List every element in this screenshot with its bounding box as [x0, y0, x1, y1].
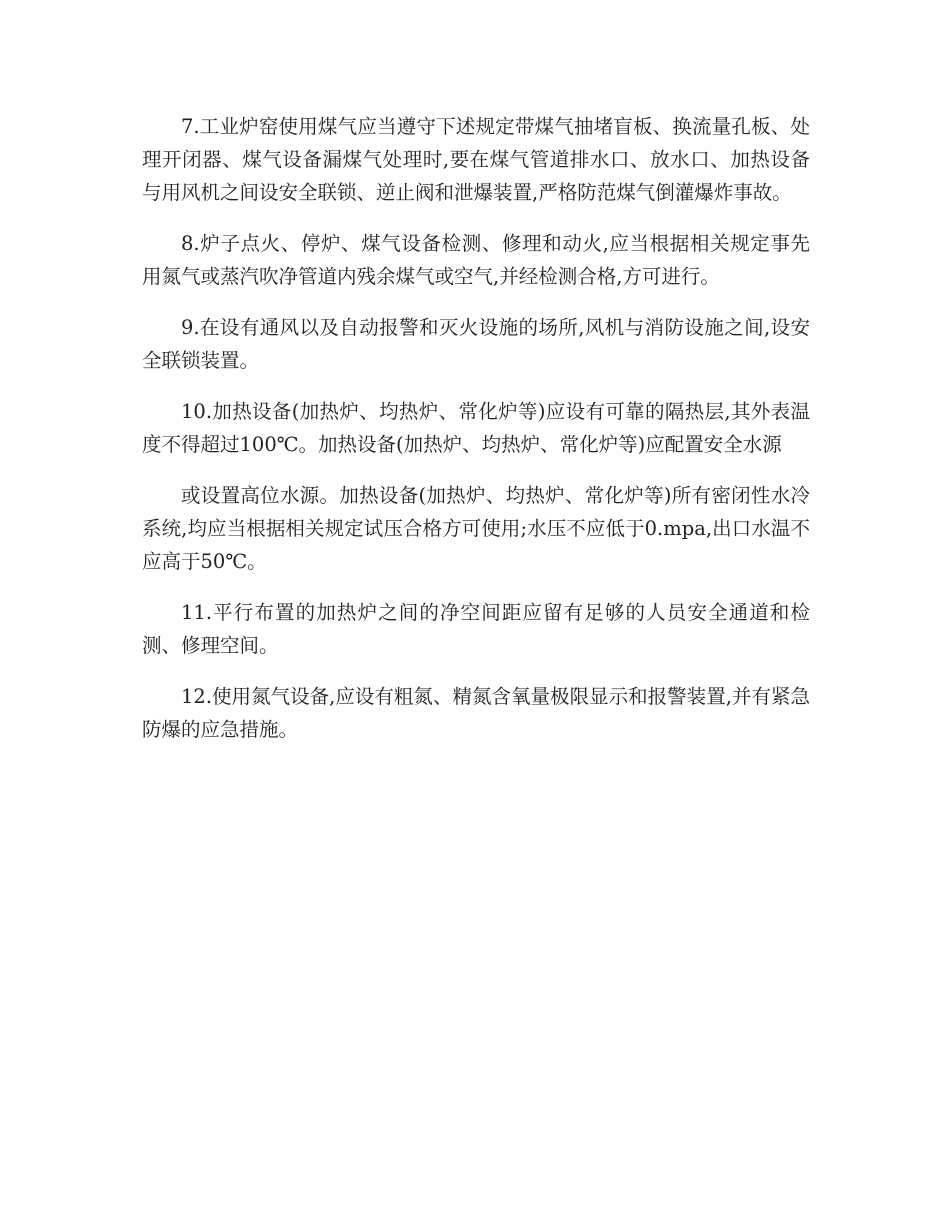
- paragraph-item-12: 12.使用氮气设备,应设有粗氮、精氮含氧量极限显示和报警装置,并有紧急防爆的应急措施。: [142, 685, 810, 741]
- document-page: [142, 110, 810, 764]
- paragraph-item-10-continued: 或设置高位水源。加热设备(加热炉、均热炉、常化炉等)所有密闭性水冷系统,均应当根据相关规定试压合格方可使用;水压不应低于0.mpa,出口水温不应高于50℃。: [142, 484, 810, 573]
- paragraph-item-9: 9.在设有通风以及自动报警和灭火设施的场所,风机与消防设施之间,设安全联锁装置。: [142, 316, 810, 372]
- paragraph-item-8: 8.炉子点火、停炉、煤气设备检测、修理和动火,应当根据相关规定事先用氮气或蒸汽吹净管道内残余煤气或空气,并经检测合格,方可进行。: [142, 232, 810, 288]
- paragraph-item-7: 7.工业炉窑使用煤气应当遵守下述规定带煤气抽堵盲板、换流量孔板、处理开闭器、煤气设备漏煤气处理时,要在煤气管道排水口、放水口、加热设备与用风机之间设安全联锁、逆止阀和泄爆装置,严格防范煤气倒灌爆炸事故。: [142, 115, 810, 204]
- paragraph-item-10: 10.加热设备(加热炉、均热炉、常化炉等)应设有可靠的隔热层,其外表温度不得超过100℃。加热设备(加热炉、均热炉、常化炉等)应配置安全水源: [142, 400, 810, 456]
- paragraph-item-11: 11.平行布置的加热炉之间的净空间距应留有足够的人员安全通道和检测、修理空间。: [142, 601, 810, 657]
